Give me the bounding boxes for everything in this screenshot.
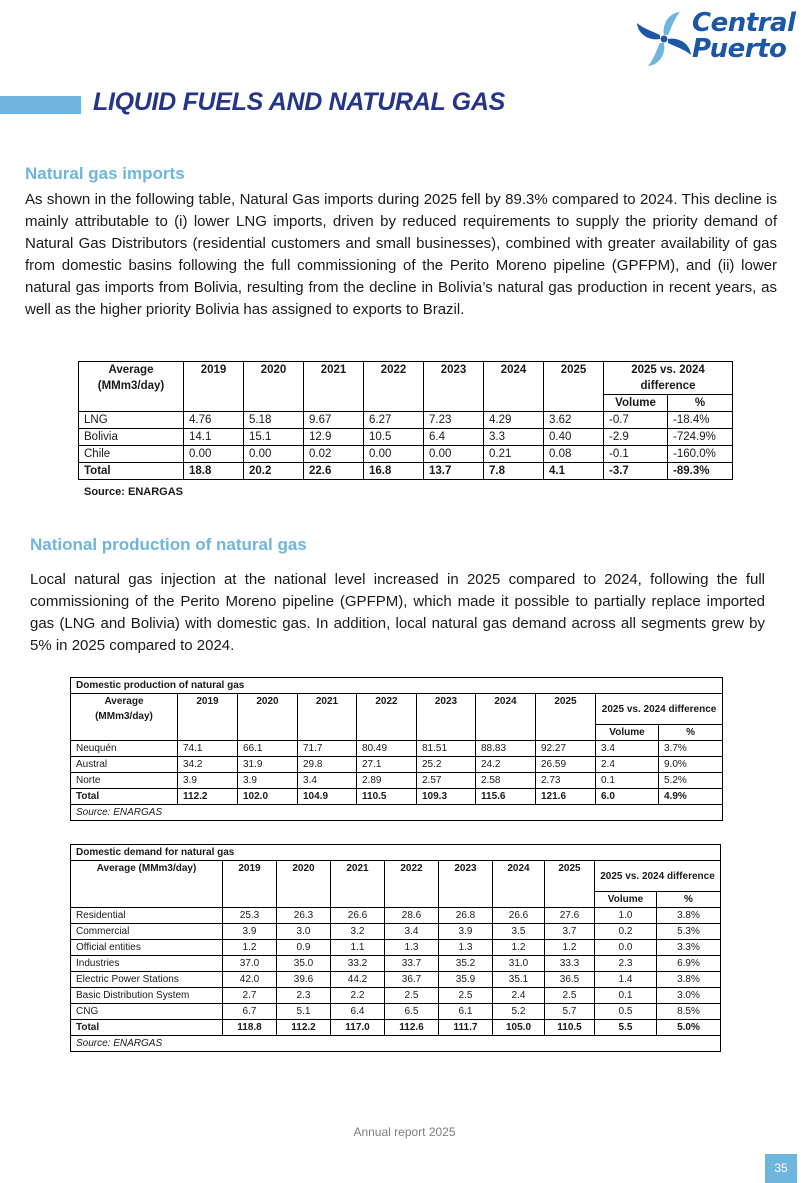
cell: 81.51 [417, 741, 476, 757]
row-label: Total [71, 1020, 223, 1036]
cell: 31.9 [238, 757, 298, 773]
row-label: LNG [79, 412, 184, 429]
cell: 0.00 [364, 446, 424, 463]
cell: 1.2 [493, 940, 545, 956]
title-accent-bar [0, 96, 81, 114]
cell: 18.8 [184, 463, 244, 480]
cell: 112.2 [277, 1020, 331, 1036]
cell: 6.4 [331, 1004, 385, 1020]
cell: 66.1 [238, 741, 298, 757]
header-year: 2024 [484, 362, 544, 412]
header-difference: 2025 vs. 2024 difference [596, 694, 723, 725]
cell: 0.02 [304, 446, 364, 463]
cell: 1.2 [545, 940, 595, 956]
cell: 105.0 [493, 1020, 545, 1036]
footer-text: Annual report 2025 [353, 1125, 456, 1139]
cell: 0.2 [595, 924, 657, 940]
table-caption: Domestic production of natural gas [71, 678, 723, 694]
header-year: 2019 [184, 362, 244, 412]
cell: 4.1 [544, 463, 604, 480]
row-label: Norte [71, 773, 178, 789]
cell: 0.40 [544, 429, 604, 446]
cell: 3.7% [659, 741, 723, 757]
cell: 26.6 [331, 908, 385, 924]
cell: 121.6 [536, 789, 596, 805]
cell: 4.76 [184, 412, 244, 429]
cell: 2.2 [331, 988, 385, 1004]
header-average: Average (MMm3/day) [71, 694, 178, 741]
header-year: 2019 [178, 694, 238, 741]
header-average: Average (MMm3/day) [79, 362, 184, 412]
header-year: 2020 [238, 694, 298, 741]
imports-paragraph: As shown in the following table, Natural Gas imports during 2025 fell by 89.3% compared to 2024. This decline is mainly attributable to (i) lower LNG imports, driven by reduced requirements to supply the priority demand of Natural Gas Distributors (residential customers and small businesses), combined with greater availability of gas from domestic basins following the full commissioning of the Perito Moreno pipeline (GPFPM), and (ii) lower natural gas imports from Bolivia, resulting from the decline in Bolivia’s natural gas production in recent years, as well as the higher priority Bolivia has assigned to exports to Brazil. [25, 191, 777, 318]
cell: 7.8 [484, 463, 544, 480]
cell: 1.0 [595, 908, 657, 924]
header-year: 2024 [476, 694, 536, 741]
table-row [71, 773, 723, 789]
cell: 33.7 [385, 956, 439, 972]
header-percent: % [668, 395, 733, 412]
cell: 3.9 [439, 924, 493, 940]
cell: 3.2 [331, 924, 385, 940]
cell: 1.3 [439, 940, 493, 956]
cell: 5.2% [659, 773, 723, 789]
cell: 35.1 [493, 972, 545, 988]
header-volume: Volume [604, 395, 668, 412]
row-label: CNG [71, 1004, 223, 1020]
header-year: 2020 [244, 362, 304, 412]
cell: 34.2 [178, 757, 238, 773]
table-row [71, 908, 721, 924]
cell: -724.9% [668, 429, 733, 446]
cell: 3.4 [596, 741, 659, 757]
cell: 2.3 [277, 988, 331, 1004]
page-number: 35 [765, 1154, 797, 1183]
table-row-total [71, 789, 723, 805]
cell: 39.6 [277, 972, 331, 988]
cell: 117.0 [331, 1020, 385, 1036]
cell: 3.4 [298, 773, 357, 789]
cell: 1.2 [223, 940, 277, 956]
cell: 35.2 [439, 956, 493, 972]
cell: -160.0% [668, 446, 733, 463]
row-label: Official entities [71, 940, 223, 956]
cell: 8.5% [657, 1004, 721, 1020]
cell: 110.5 [357, 789, 417, 805]
row-label: Total [71, 789, 178, 805]
cell: 26.8 [439, 908, 493, 924]
row-label: Bolivia [79, 429, 184, 446]
row-label: Total [79, 463, 184, 480]
cell: 0.9 [277, 940, 331, 956]
header-percent: % [657, 892, 721, 908]
header-difference: 2025 vs. 2024 difference [595, 861, 721, 892]
cell: 33.3 [545, 956, 595, 972]
cell: 80.49 [357, 741, 417, 757]
cell: 0.0 [595, 940, 657, 956]
cell: 112.2 [178, 789, 238, 805]
table-row [71, 972, 721, 988]
cell: 3.0 [277, 924, 331, 940]
cell: -18.4% [668, 412, 733, 429]
cell: 4.29 [484, 412, 544, 429]
cell: 5.5 [595, 1020, 657, 1036]
cell: 5.1 [277, 1004, 331, 1020]
cell: 3.9 [178, 773, 238, 789]
cell: 26.59 [536, 757, 596, 773]
header-year: 2022 [357, 694, 417, 741]
header-volume: Volume [595, 892, 657, 908]
cell: 3.4 [385, 924, 439, 940]
cell: -3.7 [604, 463, 668, 480]
cell: 115.6 [476, 789, 536, 805]
cell: 9.67 [304, 412, 364, 429]
header-year: 2025 [536, 694, 596, 741]
cell: 3.8% [657, 908, 721, 924]
cell: 26.6 [493, 908, 545, 924]
cell: 3.9 [223, 924, 277, 940]
row-label: Industries [71, 956, 223, 972]
table-row [71, 956, 721, 972]
header-year: 2021 [304, 362, 364, 412]
row-label: Commercial [71, 924, 223, 940]
cell: 24.2 [476, 757, 536, 773]
table-row [79, 429, 733, 446]
cell: 110.5 [545, 1020, 595, 1036]
cell: 22.6 [304, 463, 364, 480]
cell: 2.4 [493, 988, 545, 1004]
row-label: Austral [71, 757, 178, 773]
table-source: Source: ENARGAS [71, 805, 723, 821]
header-year: 2023 [439, 861, 493, 908]
cell: 36.5 [545, 972, 595, 988]
cell: 1.3 [385, 940, 439, 956]
cell: 5.0% [657, 1020, 721, 1036]
cell: 6.7 [223, 1004, 277, 1020]
cell: 0.5 [595, 1004, 657, 1020]
header-year: 2021 [331, 861, 385, 908]
row-label: Residential [71, 908, 223, 924]
cell: 6.0 [596, 789, 659, 805]
header-year: 2025 [544, 362, 604, 412]
cell: 27.1 [357, 757, 417, 773]
cell: 2.4 [596, 757, 659, 773]
cell: 3.5 [493, 924, 545, 940]
cell: 15.1 [244, 429, 304, 446]
cell: 29.8 [298, 757, 357, 773]
cell: 25.2 [417, 757, 476, 773]
cell: 6.9% [657, 956, 721, 972]
page-title: LIQUID FUELS AND NATURAL GAS [93, 88, 505, 116]
imports-table-source: Source: ENARGAS [84, 486, 184, 498]
cell: 26.3 [277, 908, 331, 924]
domestic-production-table [70, 677, 723, 821]
header-volume: Volume [596, 725, 659, 741]
header-percent: % [659, 725, 723, 741]
table-caption: Domestic demand for natural gas [71, 845, 721, 861]
cell: 0.08 [544, 446, 604, 463]
cell: 3.8% [657, 972, 721, 988]
cell: -0.1 [604, 446, 668, 463]
cell: 104.9 [298, 789, 357, 805]
logo-line-2: Puerto [692, 34, 787, 64]
header-year: 2022 [364, 362, 424, 412]
cell: 3.3 [484, 429, 544, 446]
logo-line-1: Central [692, 8, 796, 38]
header-year: 2022 [385, 861, 439, 908]
cell: 2.73 [536, 773, 596, 789]
cell: 74.1 [178, 741, 238, 757]
cell: -0.7 [604, 412, 668, 429]
cell: 28.6 [385, 908, 439, 924]
cell: 6.1 [439, 1004, 493, 1020]
table-row-total [71, 1020, 721, 1036]
cell: 0.1 [595, 988, 657, 1004]
cell: 10.5 [364, 429, 424, 446]
cell: 2.7 [223, 988, 277, 1004]
table-row [71, 1004, 721, 1020]
table-row [71, 757, 723, 773]
cell: 27.6 [545, 908, 595, 924]
cell: 35.0 [277, 956, 331, 972]
cell: 1.4 [595, 972, 657, 988]
cell: 71.7 [298, 741, 357, 757]
cell: 0.00 [424, 446, 484, 463]
header-year: 2024 [493, 861, 545, 908]
cell: 9.0% [659, 757, 723, 773]
cell: 0.1 [596, 773, 659, 789]
logo-wordmark [692, 10, 795, 62]
table-row-total [79, 463, 733, 480]
cell: 2.5 [545, 988, 595, 1004]
cell: 13.7 [424, 463, 484, 480]
cell: 33.2 [331, 956, 385, 972]
table-row [79, 446, 733, 463]
header-year: 2023 [417, 694, 476, 741]
cell: 37.0 [223, 956, 277, 972]
cell: 5.2 [493, 1004, 545, 1020]
cell: 12.9 [304, 429, 364, 446]
cell: 16.8 [364, 463, 424, 480]
section-heading-imports: Natural gas imports [25, 164, 185, 183]
cell: 31.0 [493, 956, 545, 972]
cell: -89.3% [668, 463, 733, 480]
cell: 111.7 [439, 1020, 493, 1036]
row-label: Basic Distribution System [71, 988, 223, 1004]
domestic-demand-table [70, 844, 721, 1052]
cell: 5.7 [545, 1004, 595, 1020]
header-average: Average (MMm3/day) [71, 861, 223, 908]
header-year: 2023 [424, 362, 484, 412]
header-year: 2019 [223, 861, 277, 908]
cell: 6.4 [424, 429, 484, 446]
imports-table [78, 361, 733, 480]
row-label: Chile [79, 446, 184, 463]
cell: 25.3 [223, 908, 277, 924]
cell: 0.00 [244, 446, 304, 463]
cell: 2.5 [439, 988, 493, 1004]
cell: 3.3% [657, 940, 721, 956]
cell: 2.57 [417, 773, 476, 789]
table-row [71, 988, 721, 1004]
cell: 44.2 [331, 972, 385, 988]
cell: 3.9 [238, 773, 298, 789]
cell: 2.89 [357, 773, 417, 789]
row-label: Neuquén [71, 741, 178, 757]
cell: 42.0 [223, 972, 277, 988]
cell: 2.58 [476, 773, 536, 789]
row-label: Electric Power Stations [71, 972, 223, 988]
cell: 118.8 [223, 1020, 277, 1036]
production-paragraph: Local natural gas injection at the national level increased in 2025 compared to 2024, following the full commissioning of the Perito Moreno pipeline (GPFPM), which made it possible to partially replace imported gas (LNG and Bolivia) with domestic gas. In addition, local natural gas demand across all segments grew by 5% in 2025 compared to 2024. [30, 571, 765, 654]
cell: 20.2 [244, 463, 304, 480]
header-year: 2020 [277, 861, 331, 908]
cell: 6.5 [385, 1004, 439, 1020]
pinwheel-icon [636, 8, 692, 70]
cell: 5.3% [657, 924, 721, 940]
header-year: 2021 [298, 694, 357, 741]
cell: 2.5 [385, 988, 439, 1004]
cell: 5.18 [244, 412, 304, 429]
cell: 2.3 [595, 956, 657, 972]
cell: -2.9 [604, 429, 668, 446]
table-row [71, 940, 721, 956]
cell: 0.21 [484, 446, 544, 463]
cell: 35.9 [439, 972, 493, 988]
cell: 4.9% [659, 789, 723, 805]
cell: 102.0 [238, 789, 298, 805]
cell: 14.1 [184, 429, 244, 446]
cell: 88.83 [476, 741, 536, 757]
table-row [79, 412, 733, 429]
table-row [71, 741, 723, 757]
cell: 36.7 [385, 972, 439, 988]
cell: 109.3 [417, 789, 476, 805]
cell: 6.27 [364, 412, 424, 429]
cell: 1.1 [331, 940, 385, 956]
header-difference: 2025 vs. 2024 difference [604, 362, 733, 395]
table-source: Source: ENARGAS [71, 1036, 721, 1052]
central-puerto-logo [636, 8, 802, 70]
cell: 92.27 [536, 741, 596, 757]
table-row [71, 924, 721, 940]
cell: 3.7 [545, 924, 595, 940]
cell: 7.23 [424, 412, 484, 429]
cell: 3.62 [544, 412, 604, 429]
cell: 3.0% [657, 988, 721, 1004]
cell: 0.00 [184, 446, 244, 463]
cell: 112.6 [385, 1020, 439, 1036]
section-heading-production: National production of natural gas [30, 535, 307, 554]
header-year: 2025 [545, 861, 595, 908]
